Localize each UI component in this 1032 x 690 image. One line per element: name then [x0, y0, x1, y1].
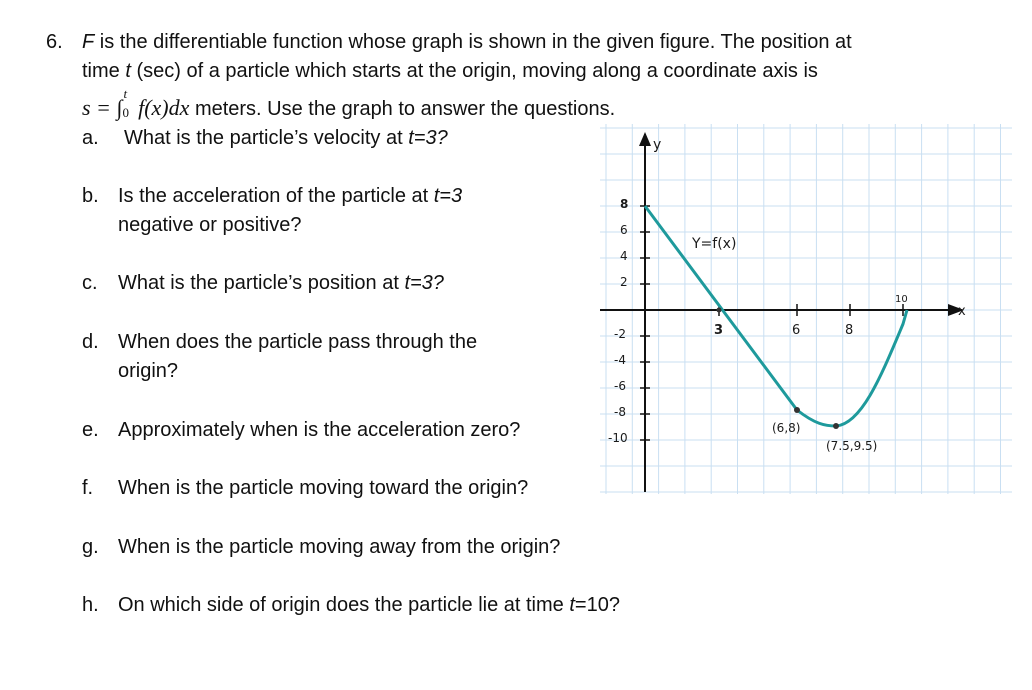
- problem-number: 6.: [46, 31, 63, 53]
- question-a-text: What is the particle’s velocity at: [124, 127, 409, 149]
- formula-s: s =: [82, 95, 111, 120]
- question-b-line-2: negative or positive?: [118, 214, 302, 236]
- question-d-letter: d.: [82, 331, 99, 353]
- y-tick-6: 6: [620, 223, 628, 237]
- problem-formula-line: [82, 86, 616, 121]
- question-c-text: What is the particle’s position at: [118, 272, 405, 294]
- curve-label: Y=f(x): [692, 236, 737, 252]
- question-h: [118, 593, 620, 617]
- y-tick-neg-4: -4: [614, 353, 626, 367]
- integral-lower: 0: [122, 105, 130, 120]
- question-f-letter: f.: [82, 477, 94, 499]
- y-tick-neg-10: -10: [608, 431, 628, 445]
- point-7.5-9.5: [833, 423, 839, 429]
- y-axis-label: y: [653, 137, 662, 153]
- question-h-var: t: [569, 594, 575, 616]
- question-a: [124, 126, 448, 150]
- question-e: Approximately when is the acceleration zero?: [118, 419, 521, 441]
- formula-integrand: f(x)dx: [138, 95, 190, 120]
- y-axis-arrow-icon: [639, 132, 651, 146]
- y-tick-4: 4: [620, 249, 628, 263]
- x-axis-label: x: [958, 304, 966, 319]
- y-tick-neg-8: -8: [614, 405, 626, 419]
- x-tick-6: 6: [792, 323, 801, 338]
- question-b-text: Is the acceleration of the particle at: [118, 185, 434, 207]
- integral-sign: ∫: [116, 95, 123, 120]
- problem-line-2-end: (sec) of a particle which starts at the origin, moving along a coordinate axis is: [136, 60, 818, 82]
- question-g: When is the particle moving away from the origin?: [118, 536, 561, 558]
- function-graph: [600, 124, 1012, 494]
- problem-line-2-start: time: [82, 60, 120, 82]
- x-tick-3: 3: [714, 323, 724, 338]
- question-c-var: t=3?: [404, 272, 444, 294]
- x-tick-8: 8: [845, 323, 854, 338]
- x-tick-10: 10: [895, 294, 908, 305]
- point-label-6-8: (6,8): [772, 421, 801, 435]
- function-name: F: [82, 31, 95, 53]
- question-c: [118, 271, 444, 295]
- point-6-8: [794, 407, 800, 413]
- integral-bounds: [122, 86, 133, 120]
- question-f: When is the particle moving toward the origin?: [118, 477, 529, 499]
- problem-line-1-text: is the differentiable function whose graph is shown in the given figure. The position at: [99, 31, 852, 53]
- y-tick-8: 8: [620, 197, 629, 211]
- question-b: [118, 184, 462, 208]
- question-h-text: On which side of origin does the particle lie at time: [118, 594, 570, 616]
- point-label-7.5-9.5: (7.5,9.5): [826, 439, 878, 453]
- question-b-letter: b.: [82, 185, 99, 207]
- question-c-letter: c.: [82, 272, 98, 294]
- y-tick-neg-6: -6: [614, 379, 626, 393]
- question-h-letter: h.: [82, 594, 99, 616]
- question-g-letter: g.: [82, 536, 99, 558]
- question-d: When does the particle pass through the: [118, 331, 478, 353]
- time-variable: t: [125, 60, 131, 82]
- integral-upper: t: [123, 86, 128, 101]
- question-a-letter: a.: [82, 127, 99, 149]
- y-tick-neg-2: -2: [614, 327, 626, 341]
- y-tick-2: 2: [620, 275, 628, 289]
- question-a-var: t=3?: [408, 127, 448, 149]
- question-d-line-2: origin?: [118, 360, 179, 382]
- formula-tail: meters. Use the graph to answer the questions.: [194, 98, 616, 120]
- question-h-text-end: =10?: [574, 594, 620, 616]
- question-b-var: t=3: [433, 185, 463, 207]
- problem-line-1: [82, 30, 852, 54]
- function-curve: [645, 206, 907, 426]
- x-intercept-point: [717, 308, 722, 313]
- problem-line-2: [82, 59, 818, 83]
- question-e-letter: e.: [82, 419, 99, 441]
